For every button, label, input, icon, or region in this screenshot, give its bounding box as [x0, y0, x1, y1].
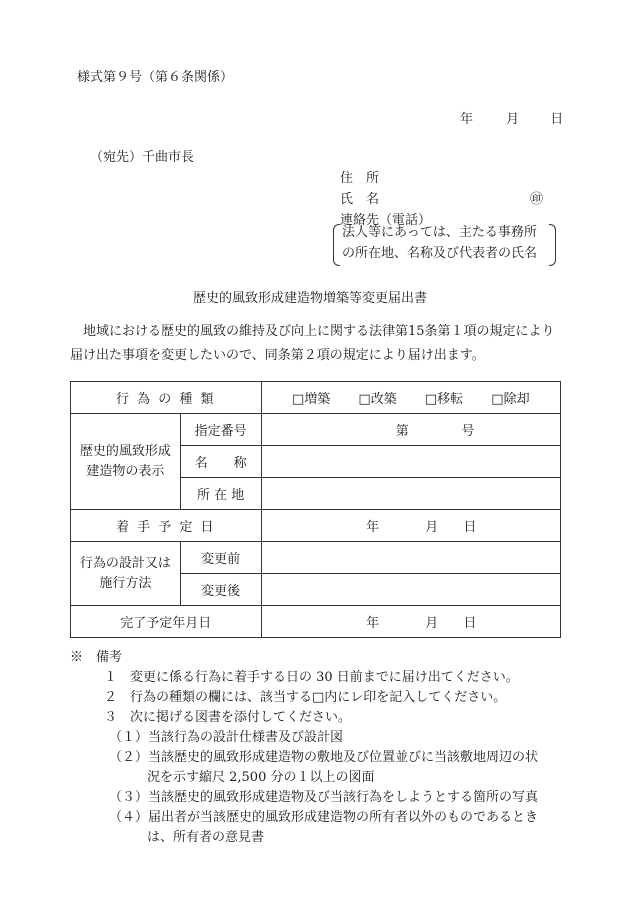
completion-month: 月 [425, 616, 439, 631]
table-row [71, 606, 561, 638]
name-row [340, 189, 544, 210]
submission-date [460, 108, 563, 127]
completion-date-label: 完了予定年月日 [71, 606, 262, 638]
start-month: 月 [425, 520, 439, 535]
designation-no-field[interactable] [261, 414, 560, 446]
design-label-line-1: 行為の設計又は [79, 555, 171, 571]
location-label: 所 在 地 [180, 478, 261, 510]
act-type-extension[interactable]: □増築 [291, 392, 331, 407]
after-change-field[interactable] [261, 574, 560, 606]
date-month: 月 [506, 112, 520, 127]
completion-day: 日 [463, 616, 477, 631]
date-day: 日 [550, 112, 564, 127]
corp-note-line-1: 法人等にあっては、主たる事務所 [342, 225, 537, 240]
location-field[interactable] [261, 478, 560, 510]
start-year: 年 [366, 520, 380, 535]
table-row [71, 542, 561, 574]
notes-heading: ※ 備考 [70, 650, 123, 665]
applicant-block [340, 168, 544, 261]
bracket-right [549, 224, 556, 266]
act-type-label: 行 為 の 種 類 [71, 382, 262, 414]
name-label: 氏 名 [340, 192, 380, 207]
designation-prefix: 第 [395, 424, 409, 439]
table-row [71, 414, 561, 446]
note-item: ３ 次に掲げる図書を添付してください。 [104, 710, 352, 725]
start-date-label: 着 手 予 定 日 [71, 510, 262, 542]
before-change-field[interactable] [261, 542, 560, 574]
document-title: 歴史的風致形成建造物増築等変更届出書 [193, 291, 428, 306]
seal-mark: ㊞ [530, 192, 544, 207]
note-item: １ 変更に係る行為に着手する日の 30 日前までに届け出てください。 [104, 670, 519, 685]
start-date-field[interactable] [261, 510, 560, 542]
note-item: ２ 行為の種類の欄には、該当する□内にレ印を記入してください。 [104, 690, 507, 705]
completion-year: 年 [366, 616, 380, 631]
table-row [71, 382, 561, 414]
notification-table [70, 381, 561, 638]
corporate-note [336, 222, 548, 261]
act-type-relocation[interactable]: □移転 [424, 392, 464, 407]
note-sub-item: （１）当該行為の設計仕様書及び設計図 [109, 730, 344, 745]
design-method-label [71, 542, 181, 606]
act-type-rebuild[interactable]: □改築 [358, 392, 397, 407]
note-sub-item-continued: は、所有者の意見書 [147, 830, 265, 845]
note-sub-item-continued: 況を示す縮尺 2,500 分の１以上の図面 [147, 770, 375, 785]
building-label [71, 414, 181, 510]
date-year: 年 [460, 112, 474, 127]
building-name-label: 名 称 [180, 446, 261, 478]
start-day: 日 [463, 520, 477, 535]
before-change-label: 変更前 [180, 542, 261, 574]
building-label-line-2: 建造物の表示 [86, 463, 165, 479]
after-change-label: 変更後 [180, 574, 261, 606]
corp-note-line-2: の所在地、名称及び代表者の氏名 [342, 246, 538, 261]
body-text: 地域における歴史的風致の維持及び向上に関する法律第15条第１項の規定により届け出た事項を変更したいので、同条第２項の規定により届け出ます。 [70, 324, 555, 363]
table-row [71, 510, 561, 542]
note-sub-item: （４）届出者が当該歴史的風致形成建造物の所有者以外のものであるとき [109, 810, 539, 825]
design-label-line-2: 施行方法 [99, 575, 152, 591]
notes-section [70, 648, 539, 848]
designation-suffix: 号 [461, 424, 475, 439]
building-name-field[interactable] [261, 446, 560, 478]
act-type-options [261, 382, 560, 414]
contact-label: 連絡先（電話） [340, 213, 432, 228]
note-sub-item: （３）当該歴史的風致形成建造物及び当該行為をしようとする箇所の写真 [109, 790, 539, 805]
bracket-left [333, 224, 340, 266]
completion-date-field[interactable] [261, 606, 560, 638]
form-number: 様式第９号（第６条関係） [77, 70, 234, 85]
note-sub-item: （２）当該歴史的風致形成建造物の敷地及び位置並びに当該敷地周辺の状 [109, 750, 539, 765]
addressee: （宛先）千曲市長 [90, 150, 195, 165]
designation-no-label: 指定番号 [180, 414, 261, 446]
building-label-line-1: 歴史的風致形成 [79, 443, 171, 459]
address-label: 住 所 [340, 171, 380, 186]
act-type-removal[interactable]: □除却 [491, 392, 530, 407]
